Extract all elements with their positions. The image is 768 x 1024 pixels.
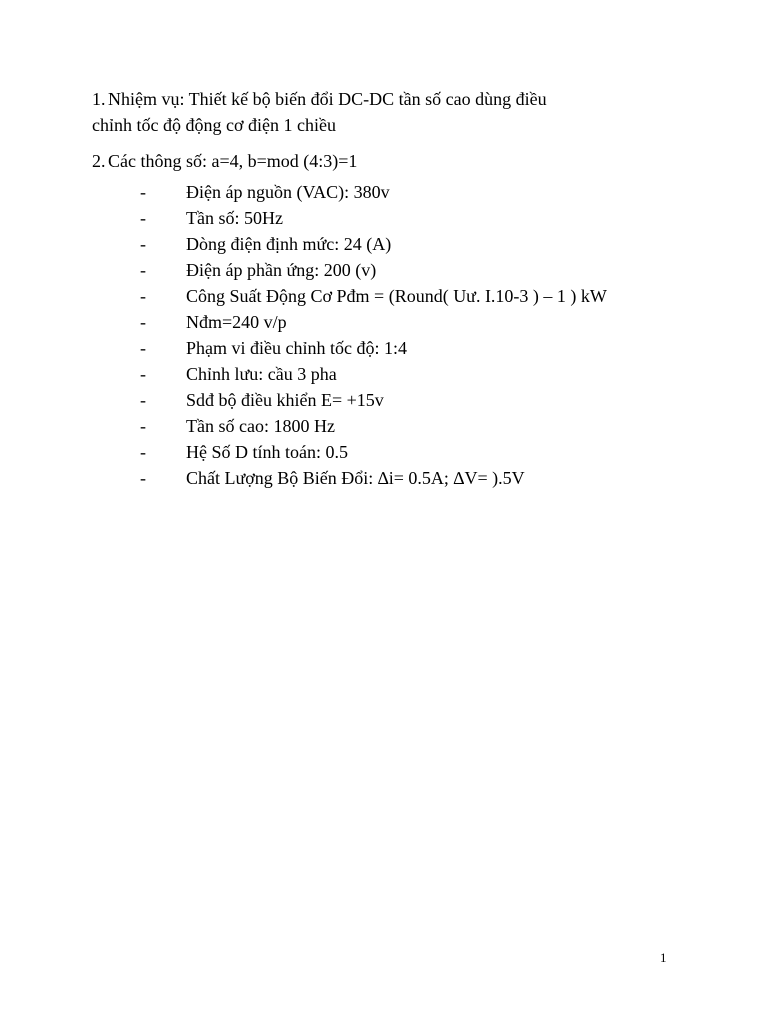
task-label: Nhiệm vụ: <box>108 89 185 109</box>
list-item <box>92 231 692 257</box>
params-number: 2. <box>92 151 106 171</box>
list-item <box>92 179 692 205</box>
list-dash: - <box>140 390 146 410</box>
task-text-line-2: chỉnh tốc độ động cơ điện 1 chiều <box>92 115 336 135</box>
list-dash: - <box>140 442 146 462</box>
list-dash: - <box>140 468 146 488</box>
task-section <box>92 86 692 138</box>
list-item <box>92 205 692 231</box>
list-dash: - <box>140 416 146 436</box>
list-dash: - <box>140 286 146 306</box>
list-item <box>92 387 692 413</box>
task-number: 1. <box>92 89 106 109</box>
list-dash: - <box>140 312 146 332</box>
list-item-text: Chất Lượng Bộ Biến Đổi: ∆i= 0.5A; ∆V= ).5V <box>186 468 525 488</box>
list-dash: - <box>140 260 146 280</box>
list-item-text: Điện áp phần ứng: 200 (v) <box>186 260 377 280</box>
list-dash: - <box>140 208 146 228</box>
list-item <box>92 465 692 491</box>
list-item <box>92 413 692 439</box>
task-text-line-1: Thiết kế bộ biến đổi DC-DC tần số cao dùng điều <box>184 89 547 109</box>
list-item <box>92 335 692 361</box>
list-item-text: Sdđ bộ điều khiển E= +15v <box>186 390 384 410</box>
list-dash: - <box>140 338 146 358</box>
list-item-text: Tần số cao: 1800 Hz <box>186 416 335 436</box>
list-item-text: Nđm=240 v/p <box>186 312 287 332</box>
list-item-text: Dòng điện định mức: 24 (A) <box>186 234 392 254</box>
list-item-text: Tần số: 50Hz <box>186 208 283 228</box>
list-item <box>92 439 692 465</box>
list-item-text: Công Suất Động Cơ Pđm = (Round( Uư. I.10-3 ) – 1 ) kW <box>186 286 607 306</box>
page-content <box>92 86 692 491</box>
list-item <box>92 257 692 283</box>
list-dash: - <box>140 182 146 202</box>
list-item-text: Hệ Số D tính toán: 0.5 <box>186 442 348 462</box>
list-item <box>92 309 692 335</box>
list-item-text: Chỉnh lưu: cầu 3 pha <box>186 364 337 384</box>
list-item-text: Phạm vi điều chỉnh tốc độ: 1:4 <box>186 338 407 358</box>
task-line-1 <box>92 86 692 112</box>
params-heading <box>92 148 692 174</box>
list-item <box>92 283 692 309</box>
page-number: 1 <box>660 950 667 965</box>
list-item-text: Điện áp nguồn (VAC): 380v <box>186 182 390 202</box>
list-item <box>92 361 692 387</box>
list-dash: - <box>140 234 146 254</box>
params-text: Các thông số: a=4, b=mod (4:3)=1 <box>108 151 358 171</box>
list-dash: - <box>140 364 146 384</box>
params-list <box>92 179 692 491</box>
